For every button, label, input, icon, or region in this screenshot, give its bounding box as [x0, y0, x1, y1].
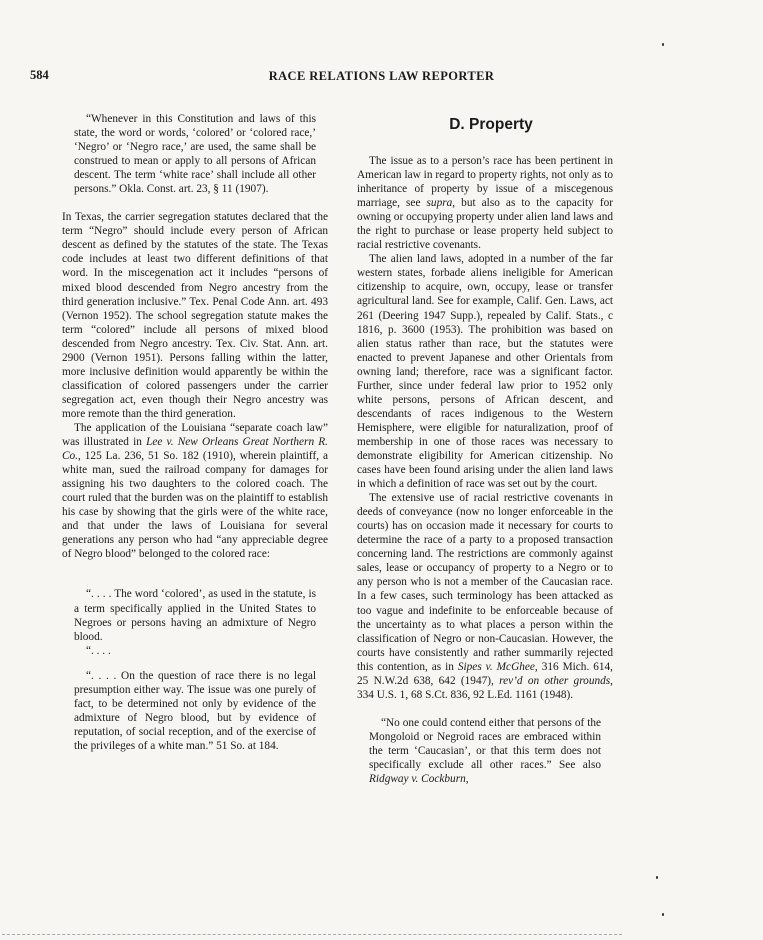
- quote-race-question: “. . . . On the question of race there is no legal presumption either way. The issue was one purely of fact, to be determined not only by evidence of the admixture of Negro blood, but by evidence of reputation, of social reception, and of the exercise of the privileges of a white man.” 51 So. at 184.: [74, 669, 316, 752]
- left-column: [62, 112, 328, 753]
- scan-speck: [656, 876, 658, 879]
- case-citation: Ridgway v. Cockburn: [369, 773, 466, 786]
- section-heading: D. Property: [449, 116, 533, 133]
- paragraph-louisiana: [62, 421, 328, 561]
- supra-reference: supra: [426, 197, 453, 210]
- text-segment: , 316 Mich. 614, 25 N.W.2d 638, 642 (1947),: [357, 660, 613, 687]
- subsequent-history: rev’d on other grounds: [499, 674, 611, 687]
- running-head: RACE RELATIONS LAW REPORTER: [268, 69, 495, 83]
- case-citation: Sipes v. McGhee: [457, 660, 535, 673]
- scan-speck: [662, 43, 664, 46]
- text-segment: The application of the Louisiana “separate coach law” was illustrated in: [62, 421, 328, 449]
- quote-ellipsis: “. . . .: [86, 644, 111, 657]
- paragraph-restrictive-covenants: [357, 491, 613, 702]
- right-column: [357, 116, 613, 786]
- paragraph-texas: In Texas, the carrier segregation statutes declared that the term “Negro” should include every person of African descent as defined by the statutes of the state. The Texas code includes at least two different definitions of that word. In the miscegenation act it includes “persons of mixed blood descended from Negro ancestry from the third generation inclusive.” Tex. Penal Code Ann. art. 493 (Vernon 1952). The school segregation statute makes the term “colored” include all persons of mixed blood descended from Negro ancestry. Tex. Civ. Stat. Ann. art. 2900 (Vernon 1951). Persons falling within the latter, more inclusive definition would apparently be within the classification of colored passengers under the carrier segregation act, even though their Negro ancestry was more remote than the third generation.: [62, 211, 328, 420]
- quote-mongoloid: [357, 716, 613, 786]
- text-segment: The issue as to a person’s race has been pertinent in American law in regard to property rights, not only as to inheritance of property by issue of a miscegenous marriage, see: [357, 155, 613, 210]
- text-segment: “No one could contend either that persons of the Mongoloid or Negroid races are embraced within the term ‘Caucasian’, or that this term does not specifically exclude all other races.” See also: [369, 716, 601, 771]
- text-segment: The extensive use of racial restrictive covenants in deeds of conveyance (now no longer enforceable in the courts) has on occasion made it necessary for courts to determine the race of a party to a proposed transaction concerning land. The restrictions are commonly against sales, lease or occupancy of property to a Negro or to any person who is not a member of the Caucasian race. In a few cases, such terminology has been attacked as too vague and indefinite to be enforceable because of the uncertainty as to what places a person within the classification of Negro or non-Caucasian. However, the courts have consistently and rather summarily rejected this contention, as in: [357, 492, 613, 673]
- case-citation: Lee v. New Orleans Great Northern R. Co.: [62, 436, 328, 463]
- text-segment: , 125 La. 236, 51 So. 182 (1910), wherein plaintiff, a white man, sued the railroad company for damages for assigning his two daughters to the colored coach. The court ruled that the burden was on the plaintiff to establish his case by showing that the girls were of the white race, and that under the laws of Louisiana for several generations any person who had “any appreciable degree of Negro blood” belonged to the colored race:: [62, 450, 328, 561]
- page-number: 584: [30, 68, 49, 82]
- quote-oklahoma-constitution: “Whenever in this Constitution and laws of this state, the word or words, ‘colored’ or ‘colored race,’ ‘Negro’ or ‘Negro race,’ are used, the same shall be construed to mean or apply to all persons of African descent. The term ‘white race’ shall include all other persons.” Okla. Const. art. 23, § 11 (1907).: [74, 113, 316, 196]
- text-segment: , but also as to the capacity for owning or occupying property under alien land laws and the right to purchase or lease property held subject to racial restrictive covenants.: [357, 197, 613, 252]
- text-segment: ,: [465, 773, 469, 786]
- scan-edge-rule: [2, 934, 622, 935]
- paragraph-property-issue: [357, 154, 613, 252]
- text-segment: , 334 U.S. 1, 68 S.Ct. 836, 92 L.Ed. 1161 (1948).: [357, 674, 613, 701]
- scan-speck: [662, 913, 664, 916]
- quote-colored-definition: “. . . . The word ‘colored’, as used in the statute, is a term specifically applied in the United States to Negroes or persons having an admixture of Negro blood.: [74, 588, 316, 643]
- paragraph-alien-land-laws: The alien land laws, adopted in a number of the far western states, forbade aliens ineligible for American citizenship to acquire, own, occupy, lease or transfer agricultural land. See for example, Calif. Gen. Laws, act 261 (Deering 1947 Supp.), repealed by Calif. Stats., c 1816, p. 3600 (1953). The prohibition was based on alien status rather than race, but the statutes were enacted to prevent Japanese and other Orientals from owning land; therefore, race was a significant factor. Further, since under federal law prior to 1952 only white persons, persons of African descent, and descendants of races indigenous to the Western Hemisphere, were eligible for naturalization, proof of membership in one of those races was necessary to demonstrate eligibility for American citizenship. No cases have been found arising under the alien land laws in which a definition of race was set out by the court.: [357, 253, 613, 491]
